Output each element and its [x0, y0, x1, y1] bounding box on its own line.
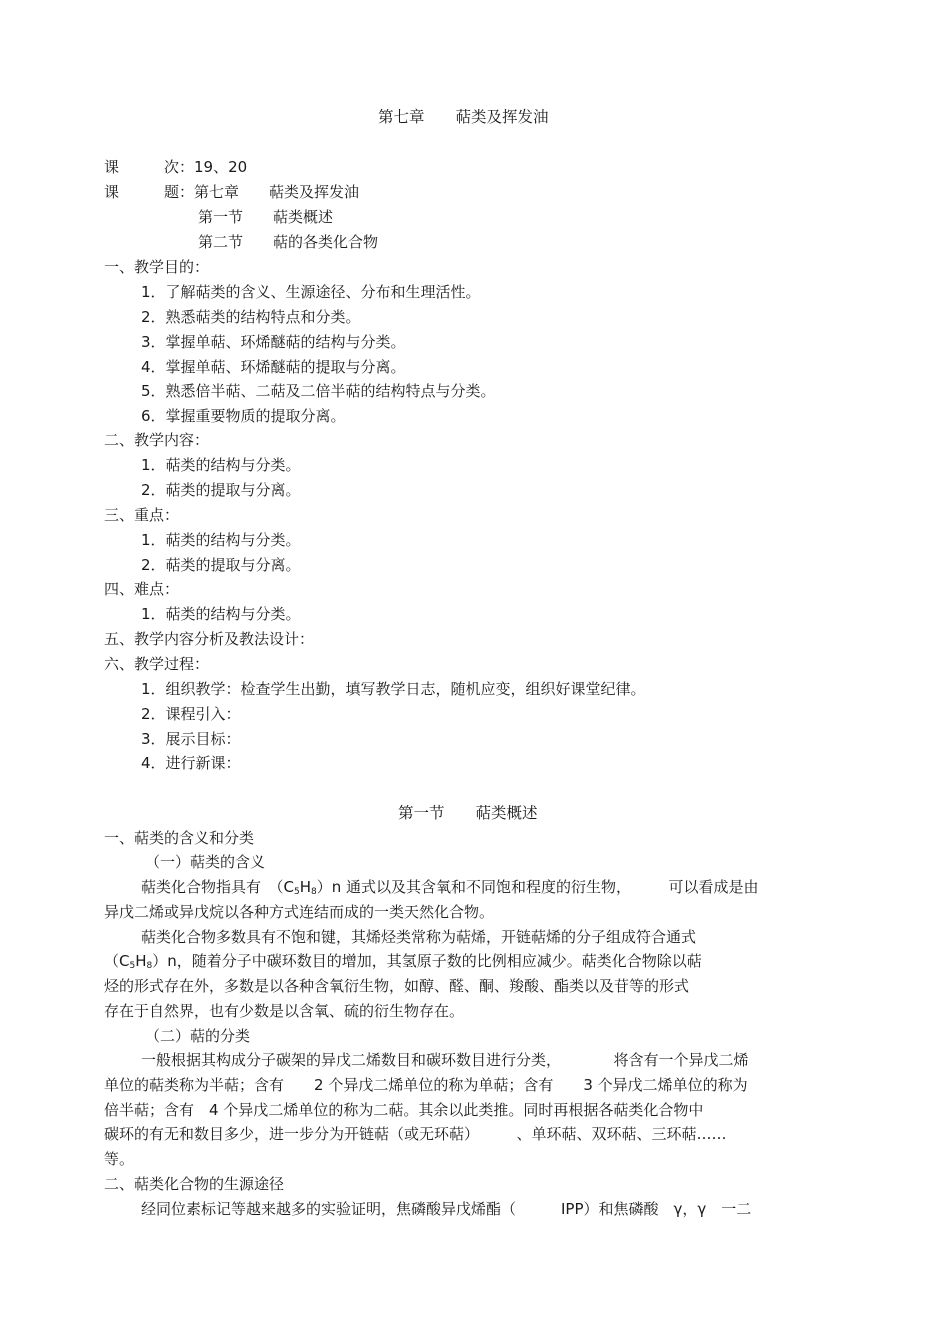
paragraph3-line4: 碳环的有无和数目多少，进一步分为开链萜（或无环萜） 、单环萜、双环萜、三环萜…… — [104, 1125, 727, 1143]
key-point-item: 1．萜类的结构与分类。 — [141, 531, 301, 549]
paragraph2-line2: $(C_5H_8)n$，随着分子中碳环数目的增加，其氢原子数的比例相应减少。萜类化合物除以萜 — [104, 952, 702, 971]
difficulty-item: 1．萜类的结构与分类。 — [141, 605, 301, 623]
objective-item: 5．熟悉倍半萜、二萜及二倍半萜的结构特点与分类。 — [141, 382, 496, 400]
key-points-heading: 三、重点： — [104, 506, 180, 524]
process-item: 3．展示目标： — [141, 730, 241, 748]
paragraph3-line2: 单位的萜类称为半萜；含有 2 个异戊二烯单位的称为单萜；含有 3 个异戊二烯单位的称为 — [104, 1076, 748, 1094]
content-item: 2．萜类的提取与分离。 — [141, 481, 301, 499]
lesson-number: 课 次：19、20 — [104, 158, 248, 176]
paragraph3-line3: 倍半萜；含有 4 个异戊二烯单位的称为二萜。其余以此类推。同时再根据各萜类化合物中 — [104, 1101, 704, 1119]
analysis-heading: 五、教学内容分析及教法设计： — [104, 630, 315, 648]
objective-item: 6．掌握重要物质的提取分离。 — [141, 407, 346, 425]
section-title: 第一节 萜类概述 — [398, 804, 538, 822]
objective-item: 4．掌握单萜、环烯醚萜的提取与分离。 — [141, 358, 406, 376]
paragraph1-line1: 萜类化合物指具有 $(C_5H_8)n$ 通式以及其含氧和不同饱和程度的衍生物， 可以看成是由 — [141, 878, 759, 897]
process-item: 2．课程引入： — [141, 705, 241, 723]
objective-item: 1．了解萜类的含义、生源途径、分布和生理活性。 — [141, 283, 481, 301]
paragraph2-line4: 存在于自然界，也有少数是以含氧、硫的衍生物存在。 — [104, 1002, 465, 1020]
paragraph3-line5: 等。 — [104, 1150, 135, 1168]
paragraph3-line1: 一般根据其构成分子碳架的异戊二烯数目和碳环数目进行分类， 将含有一个异戊二烯 — [141, 1051, 749, 1069]
process-heading: 六、教学过程： — [104, 655, 210, 673]
subsection2-heading: （二）萜的分类 — [145, 1027, 251, 1045]
lesson-topic-section1: 第一节 萜类概述 — [198, 208, 334, 226]
chapter-title: 第七章 萜类及挥发油 — [378, 108, 549, 126]
content-item: 1．萜类的结构与分类。 — [141, 456, 301, 474]
process-item: 1．组织教学：检查学生出勤，填写教学日志，随机应变，组织好课堂纪律。 — [141, 680, 646, 698]
key-point-item: 2．萜类的提取与分离。 — [141, 556, 301, 574]
difficulties-heading: 四、难点： — [104, 580, 180, 598]
part2-heading: 二、萜类化合物的生源途径 — [104, 1175, 285, 1193]
paragraph1-line2: 异戊二烯或异戊烷以各种方式连结而成的一类天然化合物。 — [104, 903, 495, 921]
paragraph2-line3: 烃的形式存在外，多数是以各种含氧衍生物，如醇、醛、酮、羧酸、酯类以及苷等的形式 — [104, 977, 690, 995]
objective-item: 2．熟悉萜类的结构特点和分类。 — [141, 308, 361, 326]
lesson-topic-section2: 第二节 萜的各类化合物 — [198, 233, 379, 251]
process-item: 4．进行新课： — [141, 754, 241, 772]
part1-heading: 一、萜类的含义和分类 — [104, 829, 255, 847]
content-heading: 二、教学内容： — [104, 431, 210, 449]
paragraph2-line1: 萜类化合物多数具有不饱和键，其烯烃类常称为萜烯，开链萜烯的分子组成符合通式 — [141, 928, 697, 946]
objectives-heading: 一、教学目的： — [104, 258, 210, 276]
objective-item: 3．掌握单萜、环烯醚萜的结构与分类。 — [141, 333, 406, 351]
lesson-topic: 课 题：第七章 萜类及挥发油 — [104, 183, 360, 201]
subsection1-heading: （一）萜类的含义 — [145, 853, 266, 871]
paragraph4-line1: 经同位素标记等越来越多的实验证明，焦磷酸异戊烯酯（ IPP）和焦磷酸 γ，γ 一二 — [141, 1200, 752, 1218]
